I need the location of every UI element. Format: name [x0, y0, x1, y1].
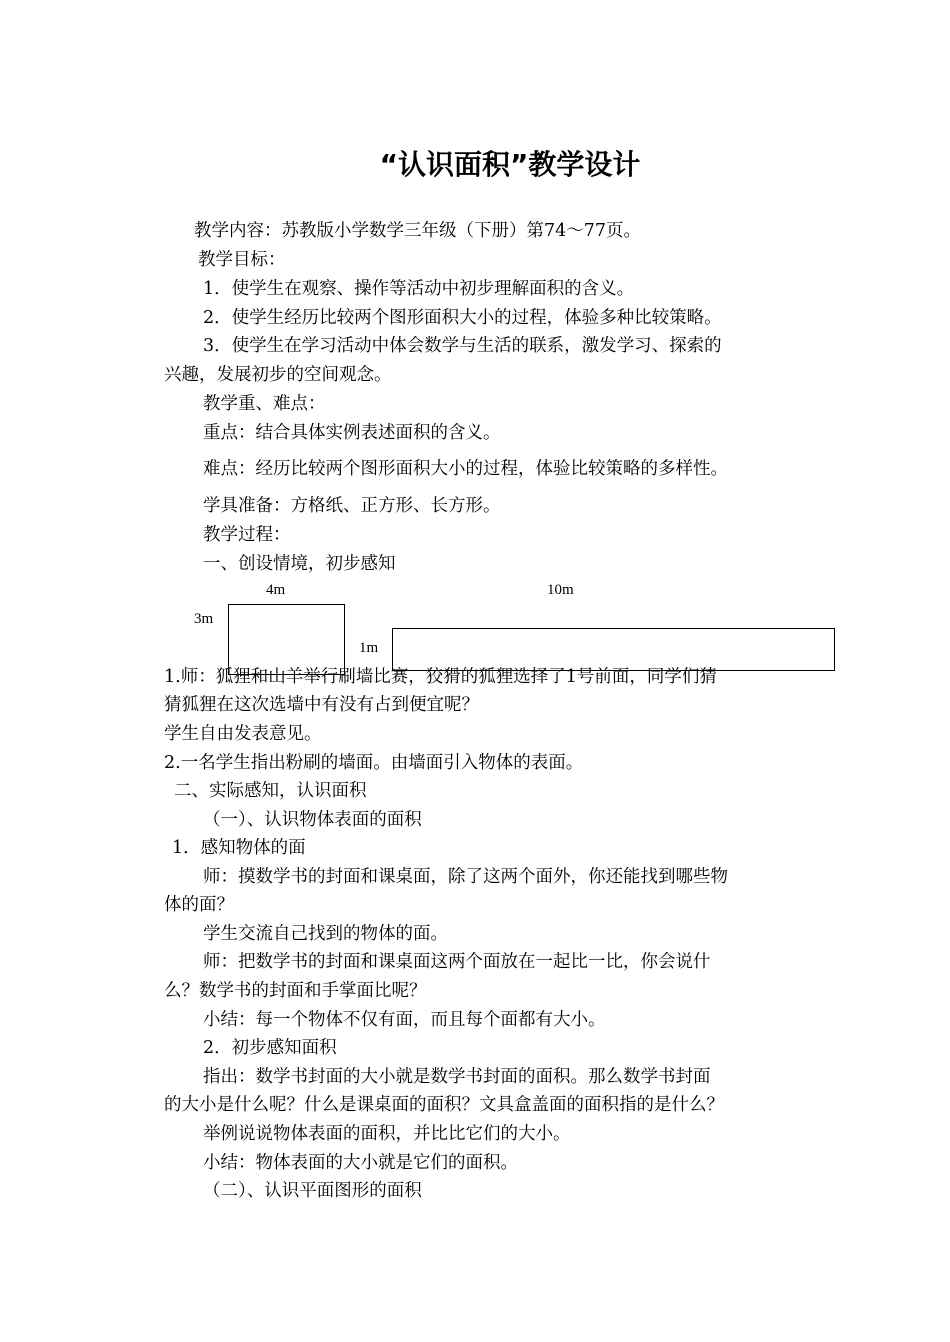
- wall1-width-label: 4m: [266, 582, 286, 598]
- wall1-height-label: 3m: [194, 611, 214, 627]
- text-line: 二、实际感知，认识面积: [174, 781, 367, 801]
- text-line: 的大小是什么呢？什么是课桌面的面积？文具盒盖面的面积指的是什么？: [164, 1095, 724, 1115]
- text-line: 学生自由发表意见。: [164, 724, 322, 744]
- text-line: 指出：数学书封面的大小就是数学书封面的面积。那么数学书封面: [203, 1067, 711, 1087]
- text-line: 教学过程：: [203, 525, 291, 545]
- text-line: 2.一名学生指出粉刷的墙面。由墙面引入物体的表面。: [164, 753, 584, 773]
- text-line: 师：把数学书的封面和课桌面这两个面放在一起比一比，你会说什: [203, 952, 711, 972]
- text-line: 教学内容：苏教版小学数学三年级（下册）第74～77页。: [194, 221, 642, 241]
- text-line: 教学重、难点：: [203, 394, 326, 414]
- text-line: 1.师：狐狸和山羊举行刷墙比赛，狡猾的狐狸选择了1号前面，同学们猜: [164, 667, 717, 687]
- text-line: 兴趣，发展初步的空间观念。: [164, 365, 392, 385]
- text-line: 学具准备：方格纸、正方形、长方形。: [203, 496, 501, 516]
- text-line: 一、创设情境，初步感知: [203, 554, 396, 574]
- text-line: 么？数学书的封面和手掌面比呢？: [164, 981, 427, 1001]
- text-line: 小结：每一个物体不仅有面，而且每个面都有大小。: [203, 1010, 606, 1030]
- text-line: （二）、认识平面图形的面积: [203, 1181, 422, 1201]
- wall2-width-label: 10m: [547, 582, 574, 598]
- text-line: 举例说说物体表面的面积，并比比它们的大小。: [203, 1124, 571, 1144]
- text-line: 学生交流自己找到的物体的面。: [203, 924, 448, 944]
- text-line: 重点：结合具体实例表述面积的含义。: [203, 423, 501, 443]
- text-line: 2．使学生经历比较两个图形面积大小的过程，体验多种比较策略。: [203, 308, 722, 328]
- text-line: 教学目标：: [198, 250, 286, 270]
- text-line: 1．感知物体的面: [172, 838, 306, 858]
- text-line: （一）、认识物体表面的面积: [203, 810, 422, 830]
- page-title: “认识面积”教学设计: [379, 148, 641, 181]
- text-line: 体的面？: [164, 895, 234, 915]
- text-line: 2．初步感知面积: [203, 1038, 337, 1058]
- text-line: 难点：经历比较两个图形面积大小的过程，体验比较策略的多样性。: [203, 459, 728, 479]
- text-line: 师：摸数学书的封面和课桌面，除了这两个面外，你还能找到哪些物: [203, 867, 728, 887]
- wall2-height-label: 1m: [359, 640, 379, 656]
- text-line: 1．使学生在观察、操作等活动中初步理解面积的含义。: [203, 279, 635, 299]
- text-line: 小结：物体表面的大小就是它们的面积。: [203, 1153, 518, 1173]
- text-line: 3．使学生在学习活动中体会数学与生活的联系，激发学习、探索的: [203, 336, 722, 356]
- text-line: 猜狐狸在这次选墙中有没有占到便宜呢？: [164, 695, 479, 715]
